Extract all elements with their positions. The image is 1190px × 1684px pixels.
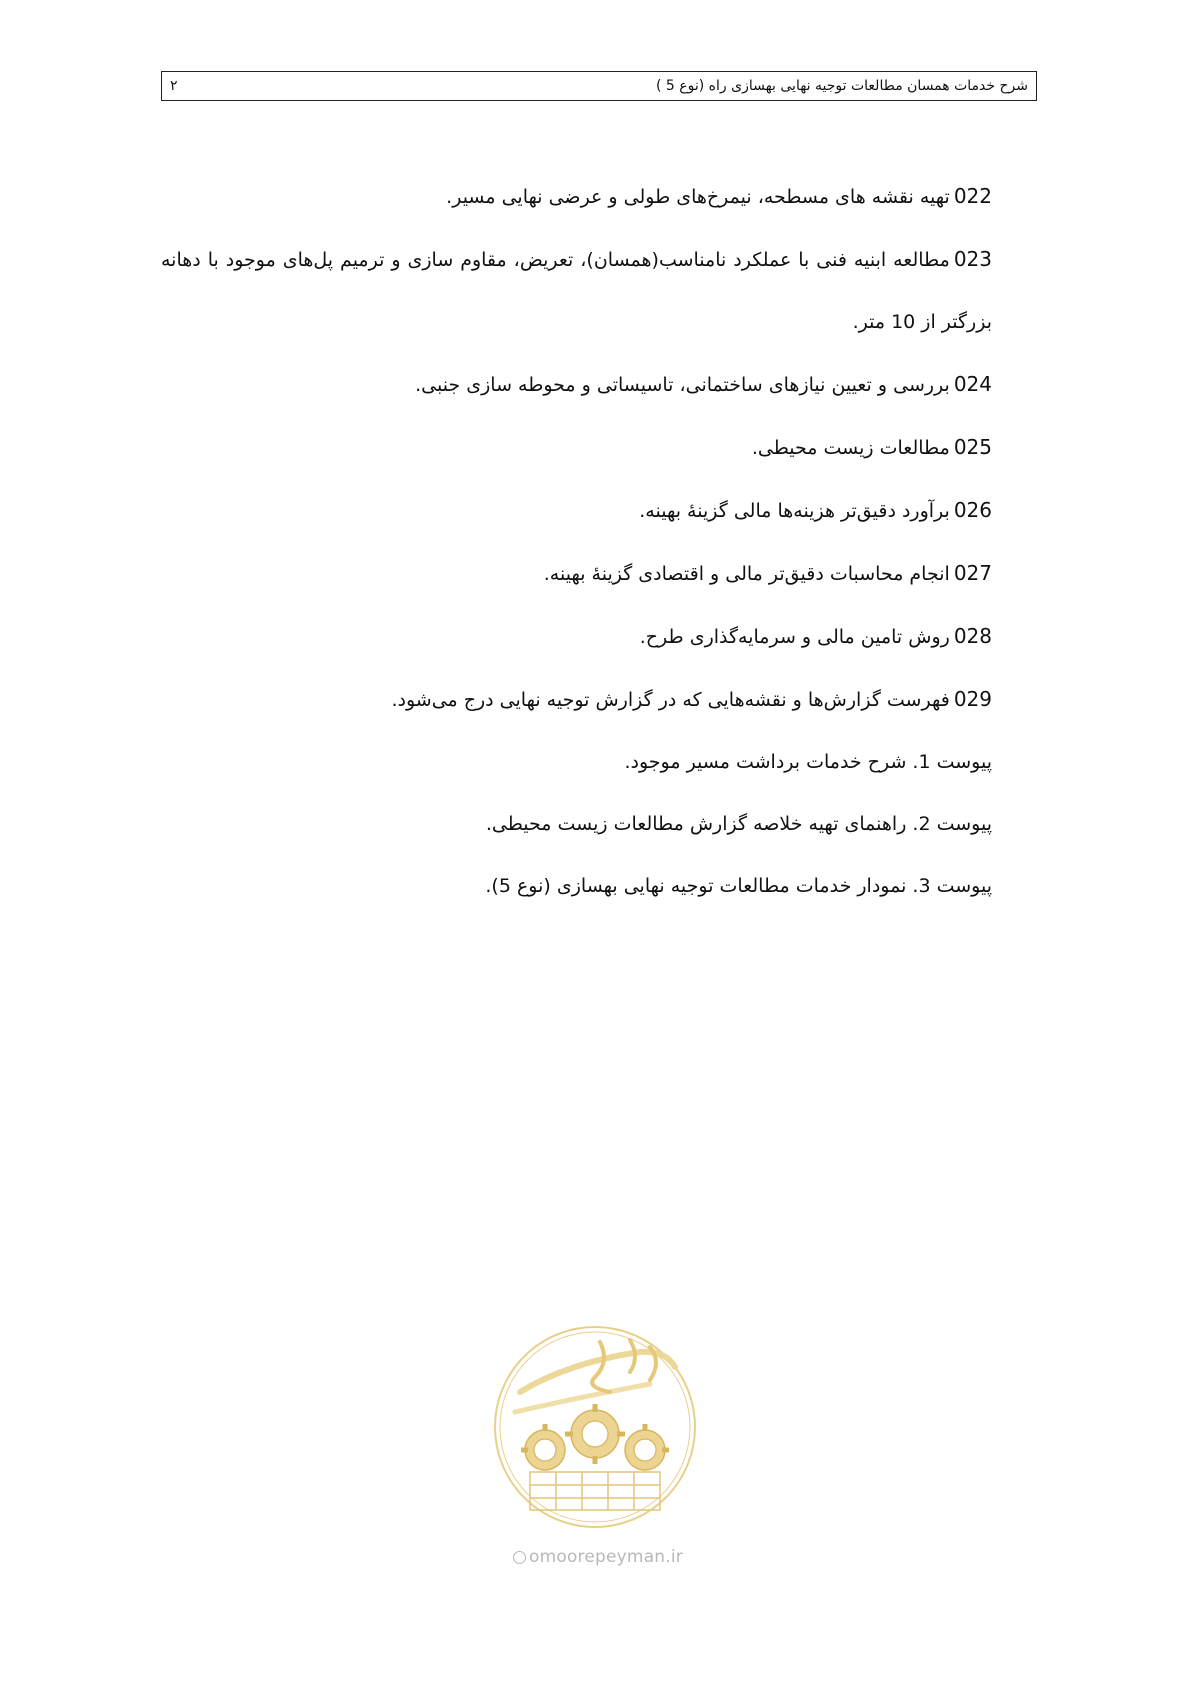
item-code: 029 bbox=[953, 687, 992, 711]
list-item bbox=[161, 353, 992, 416]
item-code: 022 bbox=[953, 184, 992, 208]
watermark-logo bbox=[490, 1322, 700, 1532]
item-text: فهرست گزارش‌ها و نقشه‌هایی که در گزارش توجیه نهایی درج می‌شود. bbox=[391, 689, 950, 711]
logo-seal-icon bbox=[490, 1322, 700, 1532]
item-text: تهیه نقشه های مسطحه، نیمرخ‌های طولی و عرضی نهایی مسیر. bbox=[446, 186, 950, 208]
item-code: 026 bbox=[953, 498, 992, 522]
watermark-url bbox=[498, 1547, 698, 1567]
item-code: 024 bbox=[953, 372, 992, 396]
item-code: 027 bbox=[953, 561, 992, 585]
document-body bbox=[161, 165, 992, 917]
page-number: ۲ bbox=[170, 78, 178, 94]
item-text: بررسی و تعیین نیازهای ساختمانی، تاسیساتی و محوطه سازی جنبی. bbox=[415, 374, 950, 396]
list-item bbox=[161, 479, 992, 542]
item-text: روش تامین مالی و سرمایه‌گذاری طرح. bbox=[639, 626, 950, 648]
appendix-item bbox=[161, 731, 992, 793]
appendix-item bbox=[161, 793, 992, 855]
list-item bbox=[161, 605, 992, 668]
item-text: مطالعات زیست محیطی. bbox=[751, 437, 950, 459]
list-item bbox=[161, 668, 992, 731]
appendix-text: پیوست 2. راهنمای تهیه خلاصه گزارش مطالعات زیست محیطی. bbox=[485, 813, 992, 835]
item-text: برآورد دقیق‌تر هزینه‌ها مالی گزینهٔ بهینه. bbox=[639, 500, 950, 522]
appendix-text: پیوست 1. شرح خدمات برداشت مسیر موجود. bbox=[624, 751, 992, 773]
item-code: 028 bbox=[953, 624, 992, 648]
watermark-url-text: omoorepeyman.ir bbox=[528, 1547, 684, 1567]
list-item bbox=[161, 228, 992, 353]
list-item bbox=[161, 165, 992, 228]
globe-icon bbox=[513, 1551, 526, 1564]
page-header bbox=[161, 71, 1037, 101]
appendix-item bbox=[161, 855, 992, 917]
item-code: 023 bbox=[953, 247, 992, 271]
appendix-text: پیوست 3. نمودار خدمات مطالعات توجیه نهایی بهسازی (نوع 5). bbox=[485, 875, 992, 897]
list-item bbox=[161, 542, 992, 605]
header-title: شرح خدمات همسان مطالعات توجیه نهایی بهسازی راه (نوع 5 ) bbox=[655, 78, 1028, 94]
list-item bbox=[161, 416, 992, 479]
item-text: انجام محاسبات دقیق‌تر مالی و اقتصادی گزینهٔ بهینه. bbox=[543, 563, 950, 585]
item-text: مطالعه ابنیه فنی با عملکرد نامناسب(همسان)، تعریض، مقاوم سازی و ترمیم پل‌های موجود با دهانه بزرگتر از 10 متر. bbox=[161, 249, 992, 333]
item-code: 025 bbox=[953, 435, 992, 459]
